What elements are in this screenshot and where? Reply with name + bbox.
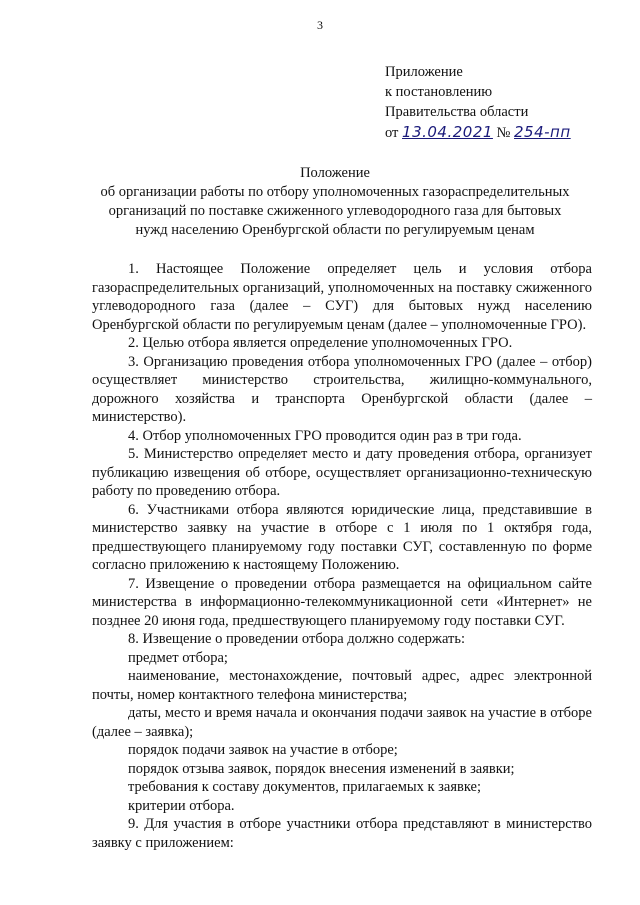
paragraph-5: 5. Министерство определяет место и дату проведения отбора, организует публикацию извещения об отборе, осуществляет организационно-техническую работу по проведению отбора.	[92, 446, 592, 499]
handwritten-date: 13.04.2021	[402, 123, 493, 141]
paragraph-3: 3. Организацию проведения отбора уполномоченных ГРО (далее – отбор) осуществляет министерство строительства, жилищно-коммунального, дорожного хозяйства и транспорта Оренбургской области (далее – министерство).	[92, 353, 592, 425]
title-line: нужд населению Оренбургской области по регулируемым ценам	[135, 222, 535, 238]
list-item: предмет отбора;	[128, 649, 228, 666]
list-item: критерии отбора.	[128, 797, 235, 814]
paragraph-4: 4. Отбор уполномоченных ГРО проводится один раз в три года.	[128, 427, 522, 444]
title-line: организаций по поставке сжиженного углеводородного газа для бытовых	[108, 203, 562, 219]
paragraph-1: 1. Настоящее Положение определяет цель и условия отбора газораспределительных организаций, уполномоченных на поставку сжиженного углеводородного газа (далее – СУГ) для бытовых нужд населению Оренбургской области по регулируемым ценам (далее – уполномоченные ГРО).	[92, 261, 592, 333]
appendix-date-line	[385, 122, 571, 143]
paragraph-2: 2. Целью отбора является определение уполномоченных ГРО.	[128, 335, 513, 351]
list-item: требования к составу документов, прилагаемых к заявке;	[128, 779, 481, 795]
document-title	[80, 164, 590, 240]
paragraph-6: 6. Участниками отбора являются юридические лица, представившие в министерство заявку на участие в отборе с 1 июля по 1 октября года, предшествующего планируемому году поставки СУГ, составленную по форме согласно приложению к настоящему Положению.	[92, 501, 592, 573]
list-item: даты, место и время начала и окончания подачи заявок на участие в отборе (далее – заявка);	[92, 705, 592, 740]
paragraph-8: 8. Извещение о проведении отбора должно содержать:	[128, 631, 465, 647]
appendix-line: к постановлению	[385, 84, 493, 100]
page-number: 3	[317, 18, 323, 32]
title-line: Положение	[300, 165, 370, 181]
appendix-line: Приложение	[385, 64, 463, 80]
paragraph-9: 9. Для участия в отборе участники отбора представляют в министерство заявку с приложением:	[92, 816, 592, 851]
list-item: наименование, местонахождение, почтовый адрес, адрес электронной почты, номер контактного телефона министерства;	[92, 668, 592, 703]
handwritten-number: 254-пп	[514, 123, 571, 141]
list-item: порядок отзыва заявок, порядок внесения изменений в заявки;	[128, 760, 515, 777]
appendix-block	[385, 62, 571, 143]
from-label: от	[385, 125, 399, 141]
number-label: №	[496, 125, 511, 141]
paragraph-7: 7. Извещение о проведении отбора размещается на официальном сайте министерства в информационно-телекоммуникационной сети «Интернет» не позднее 20 июня года, предшествующего планируемому году поставки СУГ.	[92, 575, 592, 629]
title-line: об организации работы по отбору уполномоченных газораспределительных	[100, 184, 570, 200]
appendix-line: Правительства области	[385, 104, 529, 120]
list-item: порядок подачи заявок на участие в отборе;	[128, 742, 398, 758]
document-body	[92, 260, 592, 852]
